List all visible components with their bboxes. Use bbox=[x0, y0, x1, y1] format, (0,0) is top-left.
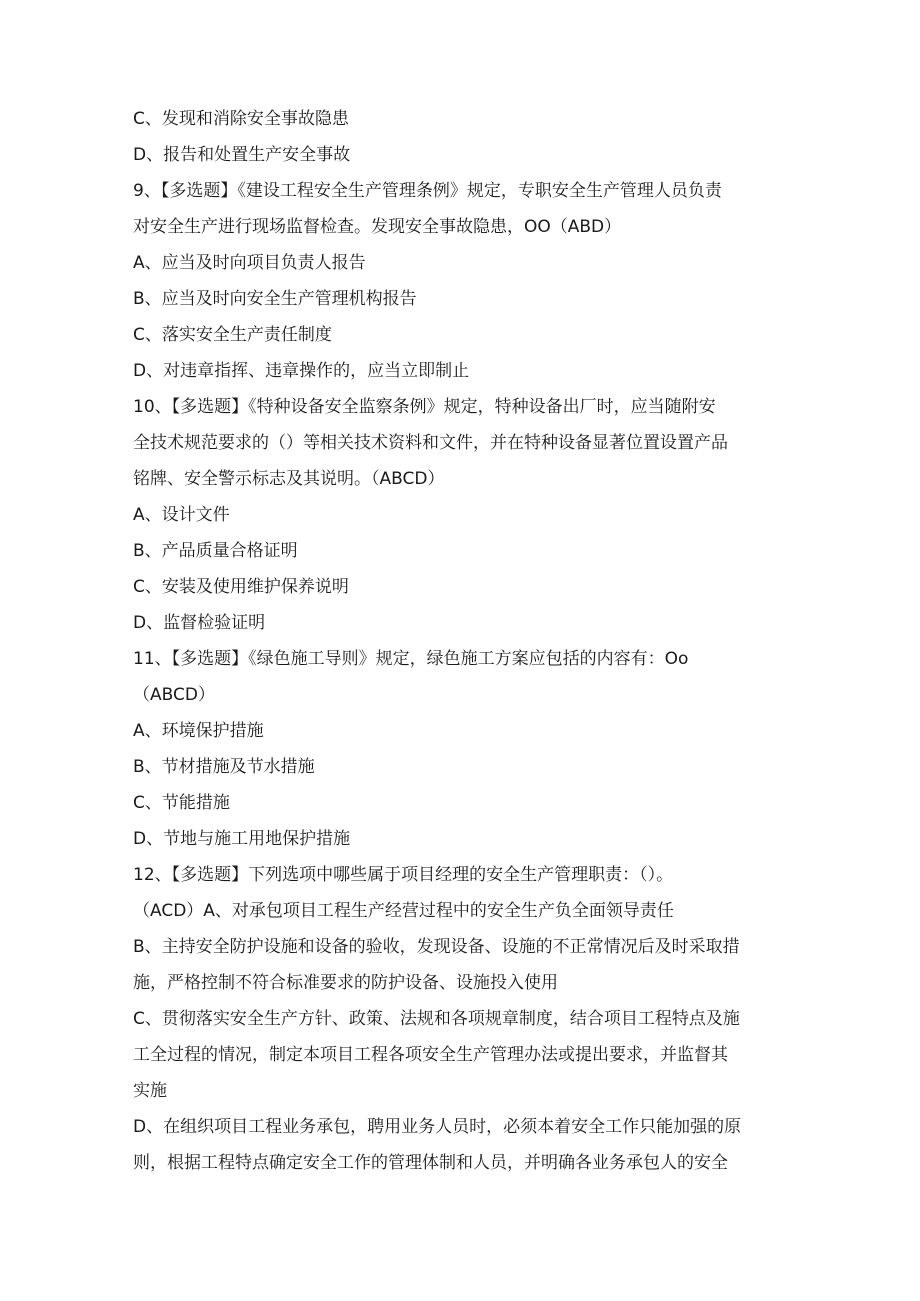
option-d-q11: D、节地与施工用地保护措施 bbox=[133, 829, 351, 849]
document-body bbox=[133, 101, 793, 1181]
option-d-q12-cont: 则，根据工程特点确定安全工作的管理体制和人员，并明确各业务承包人的安全 bbox=[133, 1153, 728, 1173]
option-c-q12-cont: 工全过程的情况，制定本项目工程各项安全生产管理办法或提出要求，并监督其 bbox=[133, 1045, 728, 1065]
option-b-q12-cont: 施，严格控制不符合标准要求的防护设备、设施投入使用 bbox=[133, 973, 558, 993]
question-9-stem: 9、【多选题】《建设工程安全生产管理条例》规定，专职安全生产管理人员负责 bbox=[133, 181, 722, 201]
question-12-stem: 12、【多选题】下列选项中哪些属于项目经理的安全生产管理职责：（）。 bbox=[133, 865, 674, 885]
option-c-q11: C、节能措施 bbox=[133, 793, 230, 813]
question-9-stem-cont: 对安全生产进行现场监督检查。发现安全事故隐患，OO（ABD） bbox=[133, 217, 622, 237]
question-11-answer: （ABCD） bbox=[133, 685, 215, 705]
option-d-q9: D、对违章指挥、违章操作的，应当立即制止 bbox=[133, 361, 470, 381]
option-b-q12: B、主持安全防护设施和设备的验收，发现设备、设施的不正常情况后及时采取措 bbox=[133, 937, 740, 957]
option-d-q10: D、监督检验证明 bbox=[133, 613, 266, 633]
option-c-q10: C、安装及使用维护保养说明 bbox=[133, 577, 349, 597]
option-a-q10: A、设计文件 bbox=[133, 505, 230, 525]
question-12-answer-option-a: （ACD）A、对承包项目工程生产经营过程中的安全生产负全面领导责任 bbox=[133, 901, 674, 921]
option-c-q8: C、发现和消除安全事故隐患 bbox=[133, 109, 349, 129]
question-10-stem-cont: 全技术规范要求的（）等相关技术资料和文件，并在特种设备显著位置设置产品 bbox=[133, 433, 728, 453]
option-a-q9: A、应当及时向项目负责人报告 bbox=[133, 253, 366, 273]
option-a-q11: A、环境保护措施 bbox=[133, 721, 264, 741]
option-c-q12-end: 实施 bbox=[133, 1081, 167, 1101]
option-b-q10: B、产品质量合格证明 bbox=[133, 541, 298, 561]
option-d-q12: D、在组织项目工程业务承包，聘用业务人员时，必须本着安全工作只能加强的原 bbox=[133, 1117, 742, 1137]
question-10-stem-end: 铭牌、安全警示标志及其说明。（ABCD） bbox=[133, 469, 445, 489]
option-b-q11: B、节材措施及节水措施 bbox=[133, 757, 315, 777]
option-d-q8: D、报告和处置生产安全事故 bbox=[133, 145, 351, 165]
question-11-stem: 11、【多选题】《绿色施工导则》规定，绿色施工方案应包括的内容有：Oo bbox=[133, 649, 689, 669]
question-10-stem: 10、【多选题】《特种设备安全监察条例》规定，特种设备出厂时，应当随附安 bbox=[133, 397, 716, 417]
option-b-q9: B、应当及时向安全生产管理机构报告 bbox=[133, 289, 417, 309]
option-c-q12: C、贯彻落实安全生产方针、政策、法规和各项规章制度，结合项目工程特点及施 bbox=[133, 1009, 740, 1029]
option-c-q9: C、落实安全生产责任制度 bbox=[133, 325, 332, 345]
